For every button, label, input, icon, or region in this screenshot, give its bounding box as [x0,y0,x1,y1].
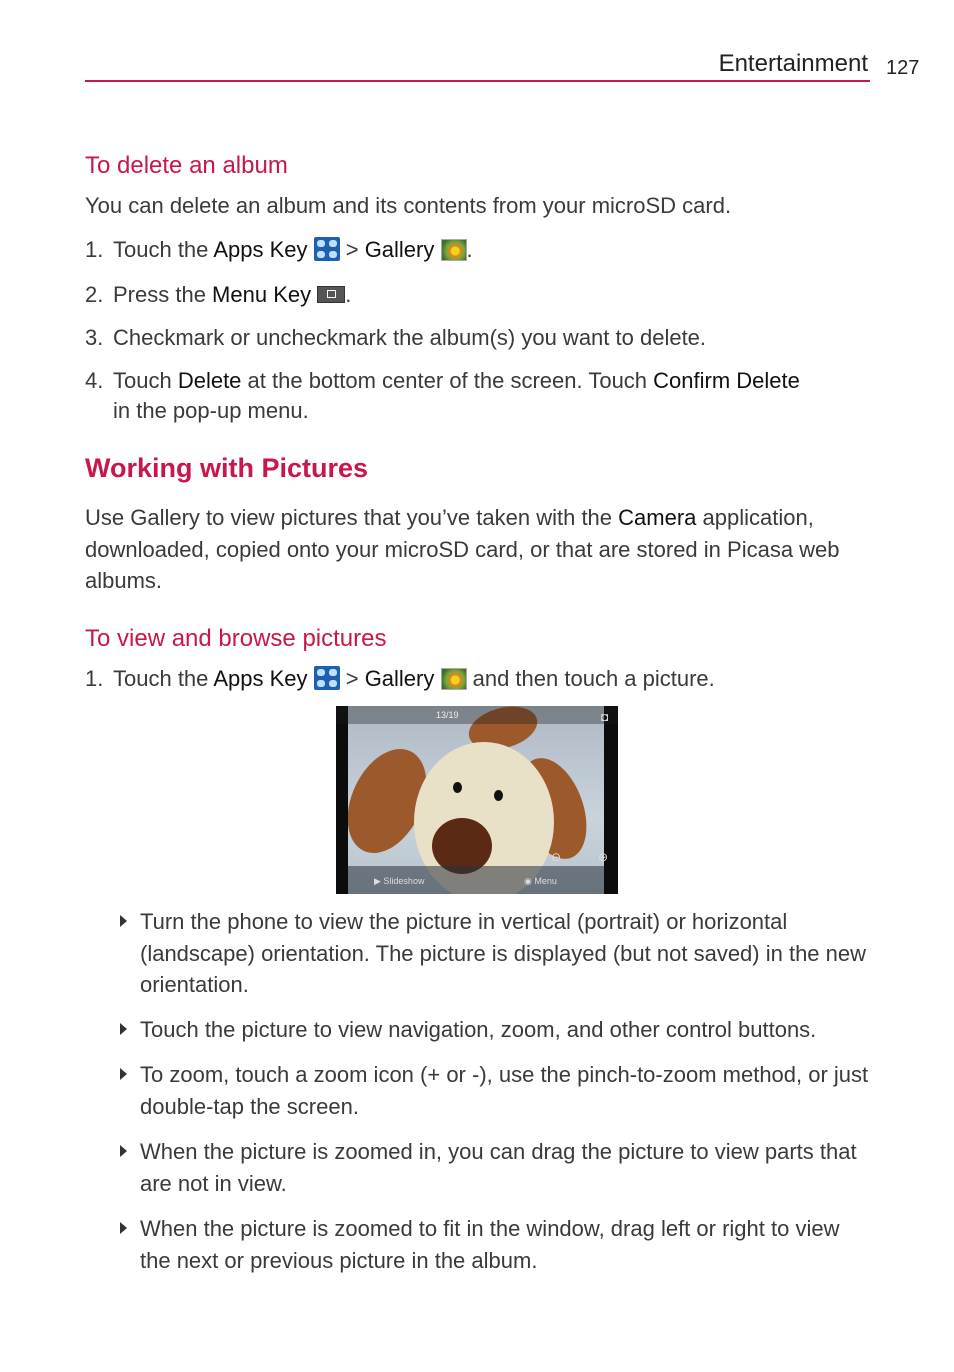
page-number: 127 [886,57,920,79]
step-3: 3. Checkmark or uncheckmark the album(s) you want to delete. [85,325,707,350]
bullet-arrow-icon [120,915,127,927]
camera-icon[interactable]: ◘ [601,710,609,724]
bullet-arrow-icon [120,1068,127,1080]
play-icon: ▶ [374,876,384,886]
browse-step-1: 1. Touch the Apps Key > Gallery and then touch a picture. [85,666,715,691]
bullet-item: Turn the phone to view the picture in vertical (portrait) or horizontal (landscape) orientation. The picture is displayed (but not saved) in the new orientation. [140,906,875,1001]
status-bar [336,706,618,724]
step-4: 4. Touch Delete at the bottom center of the screen. Touch Confirm Delete in the pop-up menu. [85,368,800,423]
step-1: 1. Touch the Apps Key > Gallery . [85,237,473,262]
apps-key-icon [314,237,340,261]
zoom-out-icon[interactable]: ⊖ [551,850,562,864]
heading-working-with-pictures: Working with Pictures [85,453,369,483]
delete-album-intro: You can delete an album and its contents from your microSD card. [85,193,732,218]
heading-delete-album: To delete an album [85,152,288,179]
slideshow-button[interactable]: ▶ Slideshow [374,876,425,886]
section-title: Entertainment [718,50,868,77]
apps-key-icon [314,666,340,690]
heading-view-browse: To view and browse pictures [85,625,387,652]
bullet-arrow-icon [120,1222,127,1234]
gallery-screenshot [336,706,618,894]
bullet-item: Touch the picture to view navigation, zoom, and other control buttons. [140,1014,875,1046]
gallery-icon [441,239,467,261]
working-paragraph: Use Gallery to view pictures that you’ve taken with the Camera application, downloaded, copied onto your microSD card, or that are stored in Picasa web albums. [85,505,840,593]
menu-button[interactable]: ◉ Menu [524,876,557,886]
zoom-in-icon[interactable]: ⊕ [598,850,609,864]
bullet-item: When the picture is zoomed to fit in the window, drag left or right to view the next or previous picture in the album. [140,1213,875,1276]
photo-counter: 13/19 [436,710,459,720]
bullet-arrow-icon [120,1023,127,1035]
menu-key-icon [317,286,345,303]
header-rule [85,80,870,82]
bullet-item: When the picture is zoomed in, you can drag the picture to view parts that are not in view. [140,1136,875,1199]
menu-circle-icon: ◉ [524,876,535,886]
gallery-icon [441,668,467,690]
bullet-item: To zoom, touch a zoom icon (+ or -), use the pinch-to-zoom method, or just double-tap the screen. [140,1059,875,1122]
bullet-arrow-icon [120,1145,127,1157]
step-2: 2. Press the Menu Key . [85,282,352,307]
